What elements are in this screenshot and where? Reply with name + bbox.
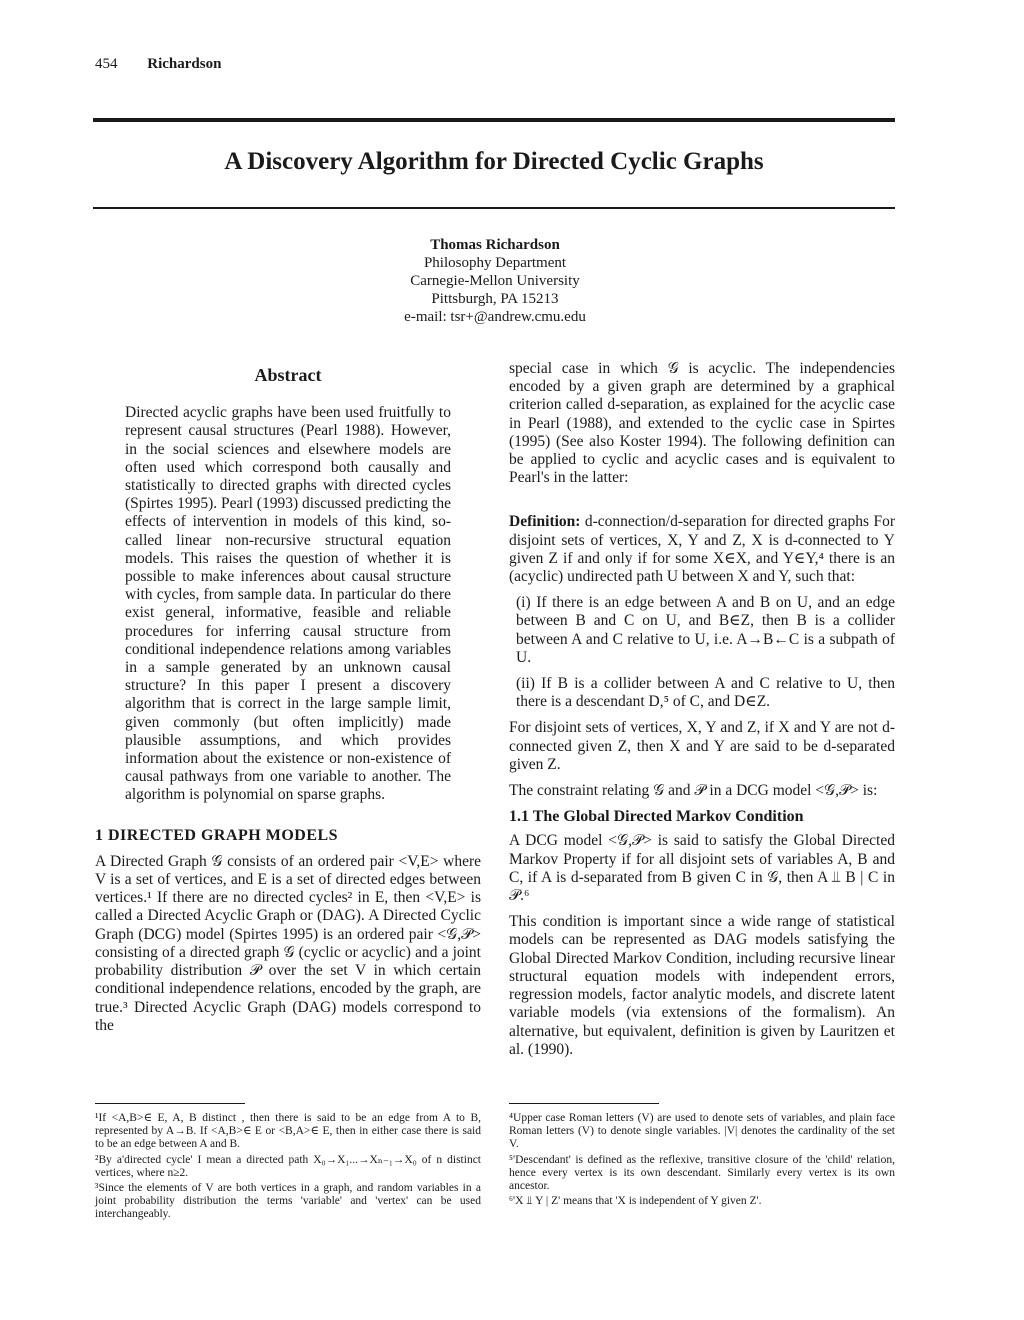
footnote-rule-right	[509, 1103, 659, 1104]
page-number: 454	[95, 56, 118, 72]
definition-block	[509, 513, 895, 711]
running-author: Richardson	[147, 56, 222, 72]
definition-condition-i: (i) If there is an edge between A and B on U, and an edge between B and C on U, and B∈Z, then B is a collider between A and C relative to U, i.e. A→B←C is a subpath of U.	[516, 594, 895, 666]
footnotes-left	[95, 1112, 481, 1224]
footnote-rule-left	[95, 1103, 245, 1104]
definition-label: Definition:	[509, 513, 581, 531]
definition-condition-ii: (ii) If B is a collider between A and C relative to U, then there is a descendant D,⁵ of C, and D∈Z.	[516, 675, 895, 711]
footnote-5: ⁵'Descendant' is defined as the reflexive, transitive closure of the 'child' relation, hence every vertex is its own descendant. Similarly every vertex is its own ancestor.	[509, 1153, 895, 1193]
author-block	[300, 236, 690, 326]
running-head	[95, 56, 221, 73]
continuation-paragraph: special case in which 𝒢 is acyclic. The independencies encoded by a given graph are determined by a graphical criterion called d-separation, as explained for the acyclic case in Pearl (1988), and extended to the cyclic case in Spirtes (1995) (See also Koster 1994). The following definition can be applied to cyclic and acyclic cases and is equivalent to Pearl's in the latter:	[509, 360, 895, 487]
footnote-1: ¹If <A,B>∈ E, A, B distinct , then there is said to be an edge from A to B, represented by A→B. If <A,B>∈ E or <B,A>∈ E, then in either case there is said to be an edge between A and B.	[95, 1112, 481, 1151]
d-separated-paragraph: For disjoint sets of vertices, X, Y and Z, if X and Y are not d-connected given Z, then X and Y are said to be d-separated given Z.	[509, 719, 895, 773]
left-column	[95, 360, 481, 1043]
author-university: Carnegie-Mellon University	[410, 273, 580, 289]
footnote-6: ⁶'X ⫫ Y | Z' means that 'X is independent of Y given Z'.	[509, 1195, 762, 1208]
section-heading: 1 DIRECTED GRAPH MODELS	[95, 826, 339, 844]
footnotes-right	[509, 1112, 895, 1210]
footnote-3: ³Since the elements of V are both vertices in a graph, and random variables in a joint probability distribution the terms 'variable' and 'vertex' can be used interchangeably.	[95, 1182, 481, 1221]
definition-title: d-connection/d-separation for directed graphs	[584, 513, 870, 531]
global-markov-paragraph: A DCG model <𝒢,𝒫> is said to satisfy the Global Directed Markov Property if for all disjoint sets of variables A, B and C, if A is d-separated from B given C in 𝒢, then A ⫫ B | C in 𝒫.⁶	[509, 832, 895, 905]
title-bottom-rule	[93, 207, 895, 209]
title-top-rule	[93, 118, 895, 122]
importance-paragraph: This condition is important since a wide range of statistical models can be represented as DAG models satisfying the Global Directed Markov Condition, including recursive linear structural equation models with independent errors, regression models, factor analytic models, and discrete latent variable models (via extensions of the formalism). An alternative, but equivalent, definition is given by Lauritzen et al. (1990).	[509, 913, 895, 1058]
author-email: e-mail: tsr+@andrew.cmu.edu	[404, 309, 586, 325]
footnote-4: ⁴Upper case Roman letters (V) are used to denote sets of variables, and plain face Roman letters (V) to denote single variables. |V| denotes the cardinality of the set V.	[509, 1112, 895, 1151]
subsection-heading: 1.1 The Global Directed Markov Condition	[509, 808, 804, 826]
author-department: Philosophy Department	[423, 255, 567, 271]
abstract-heading: Abstract	[254, 365, 322, 385]
author-city: Pittsburgh, PA 15213	[431, 291, 559, 307]
footnote-2: ²By a'directed cycle' I mean a directed path X₀→X₁...→Xₙ₋₁→X₀ of n distinct vertices, where n≥2.	[95, 1153, 481, 1179]
right-column	[509, 360, 895, 1067]
constraint-paragraph: The constraint relating 𝒢 and 𝒫 in a DCG model <𝒢,𝒫> is:	[509, 782, 878, 800]
paper-title: A Discovery Algorithm for Directed Cyclic Graphs	[224, 148, 764, 175]
abstract-text: Directed acyclic graphs have been used fruitfully to represent causal structures (Pearl 1988). However, in the social sciences and elsewhere models are often used which correspond both causally and statistically to directed graphs with directed cycles (Spirtes 1995). Pearl (1993) discussed predicting the effects of intervention in models of this kind, so-called linear non-recursive structural equation models. This raises the question of whether it is possible to make inferences about causal structure with cycles, from sample data. In particular do there exist general, informative, feasible and reliable procedures for inferring causal structure from conditional independence relations among variables in a sample generated by an unknown causal structure? In this paper I present a discovery algorithm that is correct in the large sample limit, given commonly (but often implicitly) made plausible assumptions, and which provides information about the existence or non-existence of causal pathways from one variable to another. The algorithm is polynomial on sparse graphs.	[125, 404, 451, 804]
section-paragraph: A Directed Graph 𝒢 consists of an ordered pair <V,E> where V is a set of vertices, and E is a set of directed edges between vertices.¹ If there are no directed cycles² in E, then <V,E> is called a Directed Acyclic Graph or (DAG). A Directed Cyclic Graph (DCG) model (Spirtes 1995) is an ordered pair <𝒢,𝒫> consisting of a directed graph 𝒢 (cyclic or acyclic) and a joint probability distribution 𝒫 over the set V in which certain conditional independence relations, encoded by the graph, are true.³ Directed Acyclic Graph (DAG) models correspond to the	[95, 852, 481, 1034]
definition-body: For disjoint sets of vertices, X, Y and Z, X is d-connected to Y given Z if and only if for some X∈X, and Y∈Y,⁴ there is an (acyclic) undirected path U between X and Y, such that:	[509, 513, 896, 586]
author-name: Thomas Richardson	[430, 237, 560, 253]
